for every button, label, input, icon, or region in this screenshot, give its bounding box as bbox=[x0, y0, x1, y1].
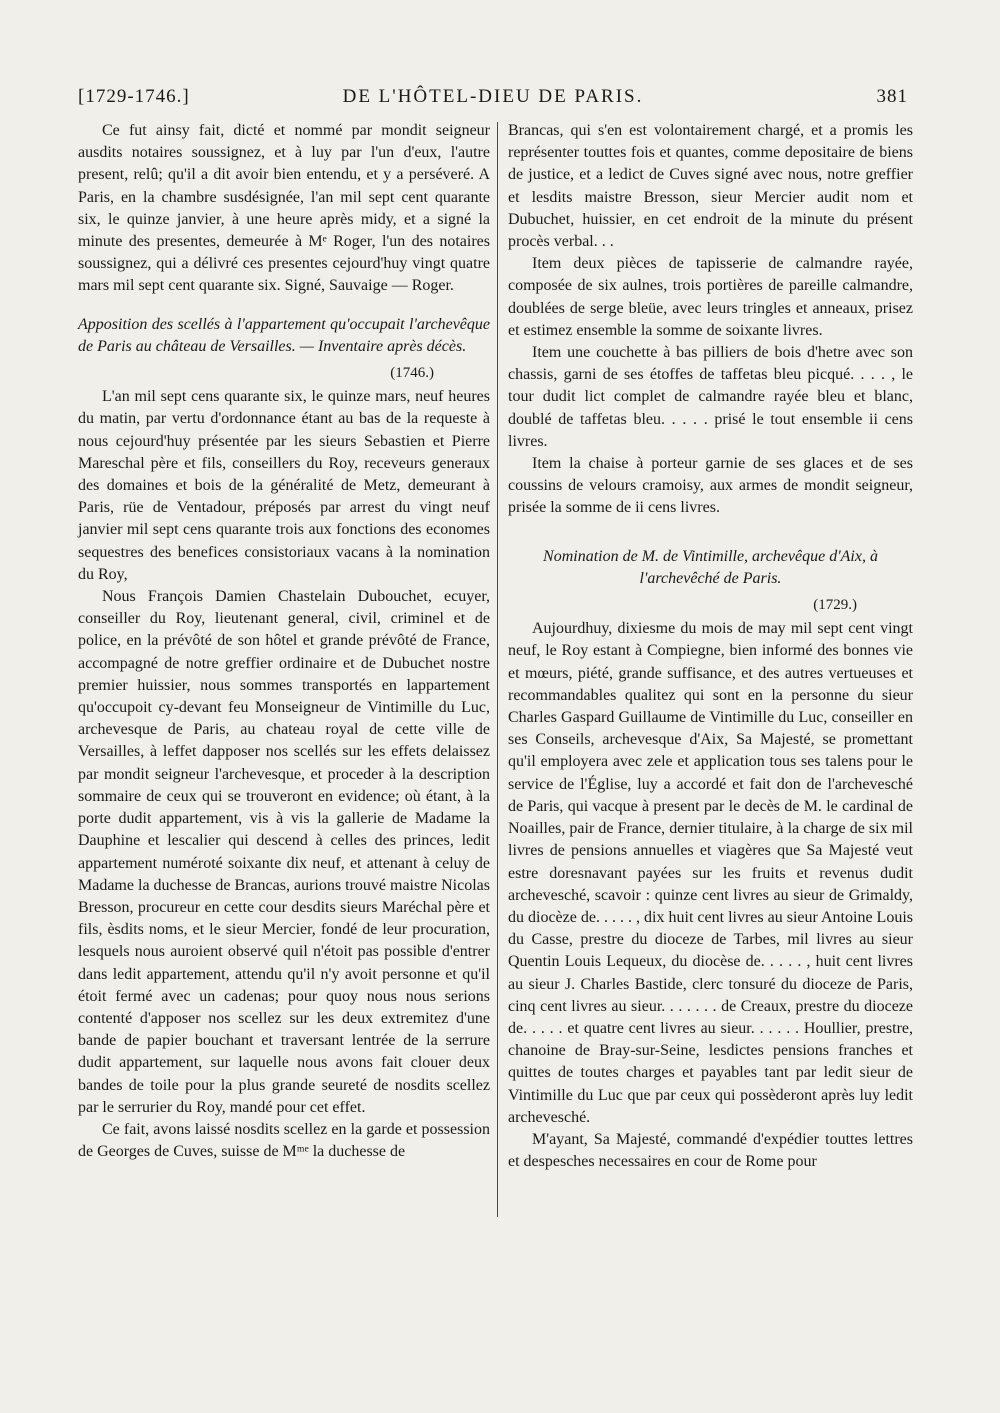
right-column bbox=[508, 120, 913, 1173]
section-heading: Apposition des scellés à l'appartement qu'occupait l'archevêque de Paris au château de Versailles. — Inventaire après décès. bbox=[78, 315, 490, 355]
paragraph: Nous François Damien Chastelain Dubouchet, ecuyer, conseiller du Roy, lieutenant general, civil, criminel et de police, en la prévôté de son hôtel et grande prévôté de France, accompagné de notre greffier ordinaire et de Dubuchet nostre premier huissier, nous sommes transportés en lappartement qu'occupoit cy-devant feu Monseigneur de Vintimille du Luc, archevesque de Paris, au chateau royal de cette ville de Versailles, à leffet dapposer nos scellés sur les effets delaissez par mondit seigneur l'archevesque, et proceder à la description sommaire de ceux qui se trouveront en evidence; où étant, à la porte dudit appartement, vis à vis la gallerie de Madame la Dauphine et lescalier qui descend à celles des princes, ledit appartement numéroté soixante dix neuf, et attenant à celuy de Madame la duchesse de Brancas, aurions trouvé maistre Nicolas Bresson, procureur en cette cour desdits sieurs Maréchal père et fils, èsdits noms, et le sieur Mercier, fondé de leur procuration, lesquels nous auroient observé quil n'étoit pas possible d'entrer dans ledit appartement, attendu qu'il n'y avoit personne et qu'il étoit fermé avec un cadenas; pour quoy nous nous serions contenté d'apposer nos scellez sur les deux extremitez d'une bande de papier bouchant et traversant lentrée de la serrure dudit appartement, sur laquelle nous avons fait clouer deux bandes de toile pour la plus grande seureté de nosdits scellez par le serrurier du Roy, mandé pour cet effet. bbox=[78, 588, 490, 1116]
left-column bbox=[78, 120, 490, 1163]
paragraph: Ce fait, avons laissé nosdits scellez en la garde et possession de Georges de Cuves, suisse de Mᵐᵉ la duchesse de bbox=[78, 1120, 490, 1161]
section-heading: Nomination de M. de Vintimille, archevêque d'Aix, à l'archevêché de Paris. bbox=[543, 547, 878, 587]
paragraph: Aujourdhuy, dixiesme du mois de may mil sept cent vingt neuf, le Roy estant à Compiegne, bien informé des bonnes vie et mœurs, piété, grande suffisance, et des autres vertueuses et recommandables qualitez qui sont en la personne du sieur Charles Gaspard Guillaume de Vintimille du Luc, conseiller en ses Conseils, archevesque d'Aix, Sa Majesté, se promettant qu'il employera avec zele et application tous ses talens pour le service de l'Église, luy a accordé et fait don de l'archevesché de Paris, qui vacque à present par le decès de M. le cardinal de Noailles, pair de France, dernier titulaire, à la charge de six mil livres de pensions annuelles et viagères que Sa Majesté veut estre doresnavant payées sur les fruits et revenus dudit archevesché, scavoir : quinze cent livres au sieur de Grimaldy, du diocèze de. . . . . , dix huit cent livres au sieur Antoine Louis du Casse, prestre du dioceze de Tarbes, mil livres au sieur Quentin Louis Lequeux, du diocèse de. . . . . , huit cent livres au sieur J. Charles Bastide, clerc tonsuré du dioceze de Paris, cinq cent livres au sieur. . . . . . . de Creaux, prestre du dioceze de. . . . . et quatre cent livres au sieur. . . . . . Houllier, prestre, chanoine de Bray-sur-Seine, lesdictes pensions franches et quittes de toutes charges et payables tant par ledit sieur de Vintimille du Luc que par ceux qui possèderont après luy ledit archevesché. bbox=[508, 620, 913, 1126]
section-date: (1746.) bbox=[390, 365, 434, 382]
header-title: DE L'HÔTEL-DIEU DE PARIS. bbox=[342, 86, 644, 107]
section-date: (1729.) bbox=[813, 597, 857, 614]
running-header bbox=[78, 86, 908, 114]
paragraph: L'an mil sept cens quarante six, le quinze mars, neuf heures du matin, par vertu d'ordonnance étant au bas de la requeste à nous cejourd'huy présentée par les sieurs Sebastien et Pierre Mareschal père et fils, conseillers du Roy, receveurs generaux des domaines et bois de la généralité de Metz, demeurant à Paris, rüe de Ventadour, préposés par arrest du vingt neuf janvier mil sept cens quarante trois aux fonctions des economes sequestres des benefices consistoriaux vacans à la nomination du Roy, bbox=[78, 388, 490, 583]
paragraph: Brancas, qui s'en est volontairement chargé, et a promis les représenter touttes fois et quantes, comme depositaire de biens de justice, et a ledict de Cuves signé avec nous, notre greffier et lesdits maistre Bresson, sieur Mercier audit nom et Dubuchet, huissier, en cet endroit de la minute du présent procès verbal. . . bbox=[508, 122, 913, 251]
header-date-range: [1729-1746.] bbox=[78, 86, 190, 107]
paragraph: Ce fut ainsy fait, dicté et nommé par mondit seigneur ausdits notaires soussignez, et à luy par l'un d'eux, l'autre present, relû; qu'il a dit avoir bien entendu, et y a perséveré. A Paris, en la chambre susdésignée, l'an mil sept cent quarante six, le quinze janvier, à une heure après midy, et a signé la minute des presentes, demeurée à Mᵉ Roger, l'un des notaires soussignez, qui a délivré ces presentes cejourd'huy vingt quatre mars mil sept cent quarante six. Signé, Sauvaige — Roger. bbox=[78, 122, 490, 295]
paragraph: Item deux pièces de tapisserie de calmandre rayée, composée de six aulnes, trois portières de pareille calmandre, doublées de serge bleüe, avec leurs tringles et anneaux, prisez et estimez ensemble la somme de soixante livres. bbox=[508, 255, 913, 339]
column-divider bbox=[497, 122, 498, 1217]
page-number: 381 bbox=[876, 86, 908, 107]
paragraph: M'ayant, Sa Majesté, commandé d'expédier touttes lettres et despesches necessaires en cour de Rome pour bbox=[508, 1130, 913, 1171]
paragraph: Item une couchette à bas pilliers de bois d'hetre avec son chassis, garni de ses étoffes de taffetas bleu picqué. . . . , le tour dudit lict complet de calmandre rayée bleu et blanc, doublé de taffetas bleu. . . . . prisé le tout ensemble ii cens livres. bbox=[508, 344, 913, 450]
paragraph: Item la chaise à porteur garnie de ses glaces et de ses coussins de velours cramoisy, aux armes de mondit seigneur, prisée la somme de ii cens livres. bbox=[508, 455, 913, 517]
